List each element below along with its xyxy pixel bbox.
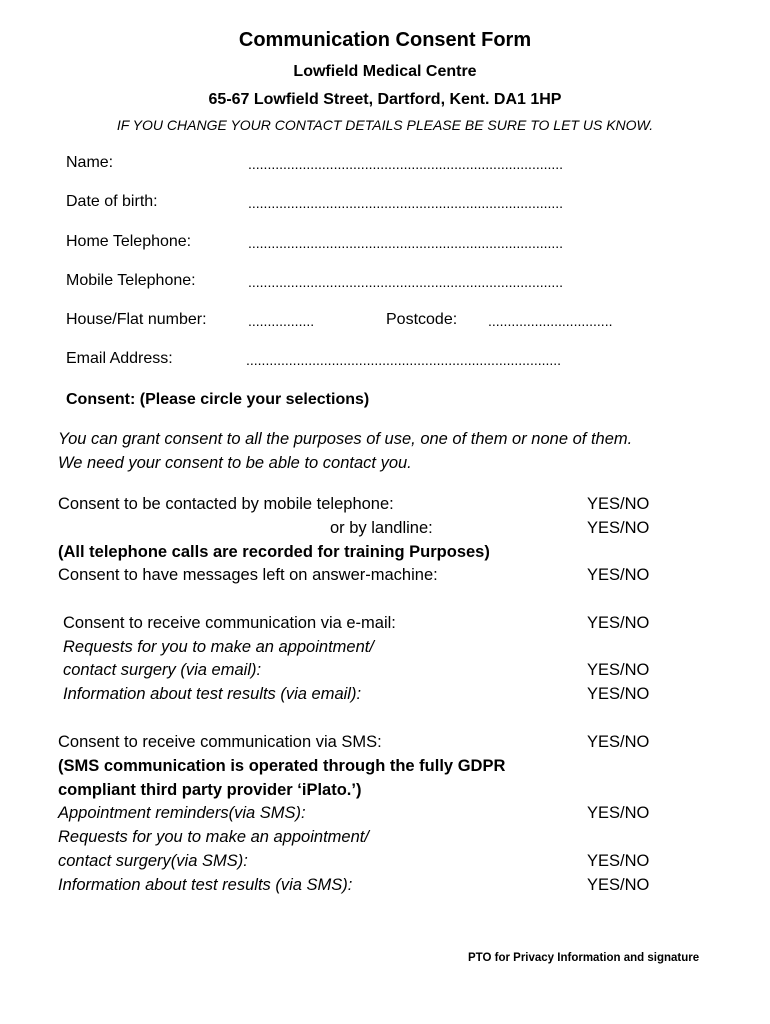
mobile-consent-option[interactable]: YES/NO — [587, 495, 650, 513]
sms-gdpr-note-line-1: (SMS communication is operated through the fully GDPR — [58, 757, 506, 775]
email-appointment-option[interactable]: YES/NO — [587, 661, 650, 679]
mobile-phone-label: Mobile Telephone: — [66, 272, 196, 289]
consent-intro-line-2: We need your consent to be able to contact you. — [58, 454, 412, 472]
mobile-phone-field[interactable]: ................................................................................. — [248, 274, 564, 290]
email-consent-option[interactable]: YES/NO — [587, 614, 650, 632]
sms-appointment-option[interactable]: YES/NO — [587, 852, 650, 870]
practice-name: Lowfield Medical Centre — [293, 63, 477, 80]
sms-results-option[interactable]: YES/NO — [587, 876, 650, 894]
consent-heading: Consent: (Please circle your selections) — [66, 391, 370, 408]
house-number-field[interactable]: ................. — [248, 313, 315, 329]
answer-machine-consent-label: Consent to have messages left on answer-machine: — [58, 566, 438, 584]
dob-field[interactable]: ................................................................................. — [248, 195, 564, 211]
sms-consent-option[interactable]: YES/NO — [587, 733, 650, 751]
home-phone-field[interactable]: ................................................................................. — [248, 235, 564, 251]
sms-results-label: Information about test results (via SMS): — [58, 876, 353, 894]
email-label: Email Address: — [66, 350, 173, 367]
postcode-field[interactable]: ................................ — [488, 313, 613, 329]
email-results-label: Information about test results (via email): — [63, 685, 362, 703]
sms-reminders-option[interactable]: YES/NO — [587, 804, 650, 822]
sms-appointment-label-line-1: Requests for you to make an appointment/ — [58, 828, 369, 846]
email-appointment-label-line-2: contact surgery (via email): — [63, 661, 262, 679]
answer-machine-consent-option[interactable]: YES/NO — [587, 566, 650, 584]
mobile-consent-label: Consent to be contacted by mobile telephone: — [58, 495, 394, 513]
dob-label: Date of birth: — [66, 193, 158, 210]
sms-appointment-label-line-2: contact surgery(via SMS): — [58, 852, 248, 870]
email-appointment-label-line-1: Requests for you to make an appointment/ — [63, 638, 374, 656]
calls-recorded-note: (All telephone calls are recorded for training Purposes) — [58, 543, 490, 561]
email-field[interactable]: ................................................................................. — [246, 352, 562, 368]
name-label: Name: — [66, 154, 114, 171]
sms-gdpr-note-line-2: compliant third party provider ‘iPlato.’) — [58, 781, 362, 799]
postcode-label: Postcode: — [386, 311, 458, 328]
sms-reminders-label: Appointment reminders(via SMS): — [58, 804, 306, 822]
landline-consent-label: or by landline: — [330, 519, 433, 537]
home-phone-label: Home Telephone: — [66, 233, 192, 250]
sms-consent-label: Consent to receive communication via SMS: — [58, 733, 382, 751]
email-consent-label: Consent to receive communication via e-mail: — [63, 614, 396, 632]
consent-intro-line-1: You can grant consent to all the purposes of use, one of them or none of them. — [58, 430, 633, 448]
house-number-label: House/Flat number: — [66, 311, 207, 328]
email-results-option[interactable]: YES/NO — [587, 685, 650, 703]
name-field[interactable]: ................................................................................. — [248, 156, 564, 172]
practice-address: 65-67 Lowfield Street, Dartford, Kent. DA1 1HP — [208, 91, 562, 108]
landline-consent-option[interactable]: YES/NO — [587, 519, 650, 537]
pto-note: PTO for Privacy Information and signature — [468, 952, 700, 964]
contact-change-notice: IF YOU CHANGE YOUR CONTACT DETAILS PLEASE BE SURE TO LET US KNOW. — [116, 117, 654, 133]
form-title: Communication Consent Form — [238, 29, 532, 51]
